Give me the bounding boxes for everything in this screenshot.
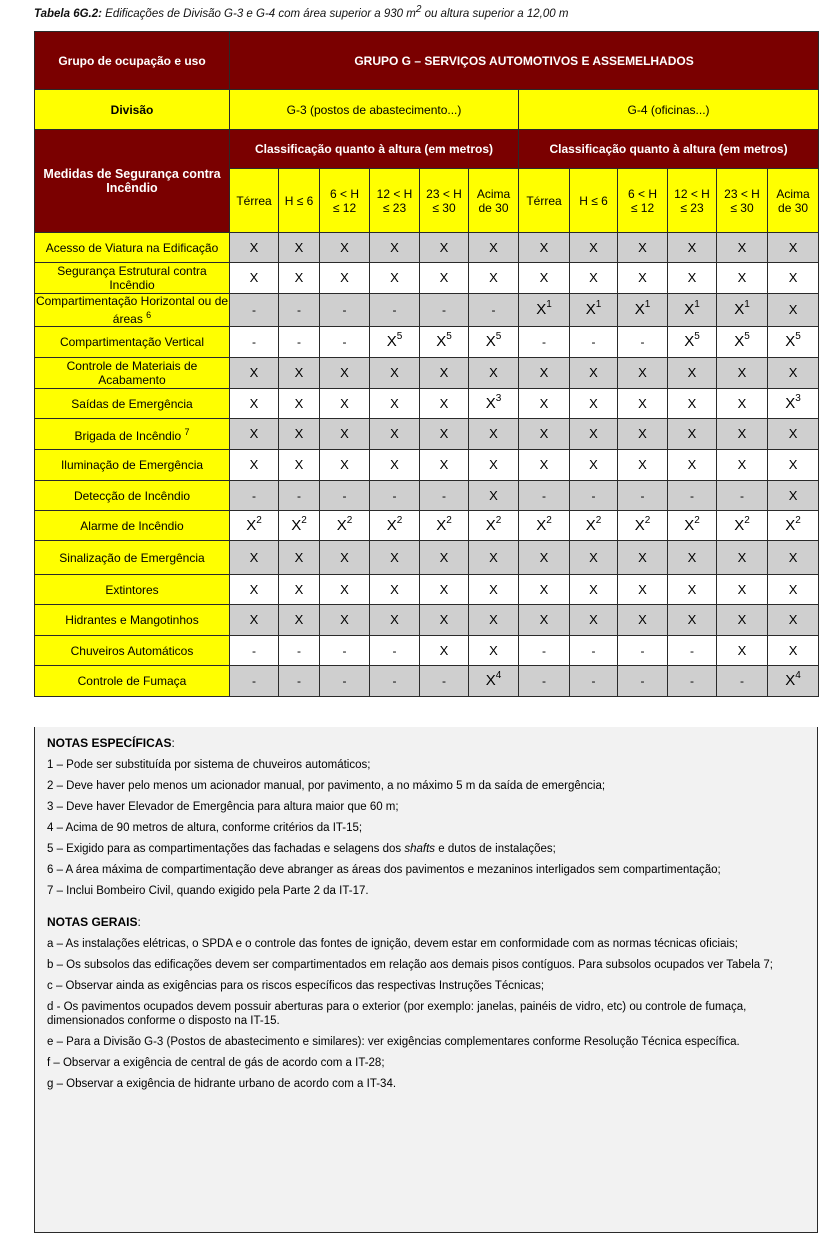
- requirement-cell: X: [279, 419, 320, 450]
- requirement-cell: -: [618, 636, 668, 666]
- table-caption: [34, 4, 568, 20]
- note-item: d - Os pavimentos ocupados devem possuir aberturas para o exterior (por exemplo: janelas, painéis de vidro, etc) ou controle de fumaça, dimensionados conforme o disposto na IT-15.: [47, 1001, 747, 1027]
- row-label: Detecção de Incêndio: [35, 481, 230, 511]
- requirement-cell: X: [469, 233, 519, 263]
- requirement-cell: X: [469, 358, 519, 389]
- table-row: [35, 233, 819, 263]
- requirement-cell: X: [519, 263, 570, 294]
- requirement-cell: $X^3$: [768, 389, 819, 419]
- requirement-cell: $X^1$: [717, 294, 768, 327]
- requirement-cell: X: [570, 233, 618, 263]
- row-label: Sinalização de Emergência: [35, 541, 230, 575]
- requirement-cell: X: [768, 233, 819, 263]
- height-column-line1: 6 < H: [627, 186, 657, 201]
- row-label: Acesso de Viatura na Edificação: [35, 233, 230, 263]
- height-column-header: [370, 169, 420, 233]
- table-row: [35, 263, 819, 294]
- height-column-header: [570, 169, 618, 233]
- requirement-cell: -: [370, 294, 420, 327]
- requirement-cell: X: [420, 389, 469, 419]
- specific-notes-title: NOTAS ESPECÍFICAS:: [47, 736, 175, 750]
- requirement-cell: X: [519, 233, 570, 263]
- requirement-cell: X: [279, 358, 320, 389]
- requirement-cell: X: [279, 605, 320, 636]
- requirements-table: [34, 31, 819, 697]
- requirement-cell: -: [279, 327, 320, 358]
- requirement-cell: $X^5$: [420, 327, 469, 358]
- height-column-line1: Acima: [476, 186, 511, 201]
- requirement-cell: X: [519, 389, 570, 419]
- note-item: f – Observar a exigência de central de gás de acordo com a IT-28;: [47, 1057, 385, 1069]
- measures-label: Medidas de Segurança contra Incêndio: [35, 130, 230, 233]
- row-label: Brigada de Incêndio $^7$: [35, 419, 230, 450]
- requirement-cell: X: [570, 605, 618, 636]
- requirement-cell: X: [618, 389, 668, 419]
- note-item: b – Os subsolos das edificações devem ser compartimentados em relação aos demais pisos contíguos. Para subsolos ocupados ver Tabela 7;: [47, 959, 773, 971]
- requirement-cell: X: [668, 605, 717, 636]
- requirement-cell: X: [618, 575, 668, 605]
- requirement-cell: X: [768, 481, 819, 511]
- height-column-line2: ≤ 23: [680, 200, 704, 215]
- row-label: Controle de Fumaça: [35, 666, 230, 697]
- requirement-cell: X: [279, 575, 320, 605]
- requirement-cell: -: [469, 294, 519, 327]
- requirement-cell: $X^3$: [469, 389, 519, 419]
- row-label: Alarme de Incêndio: [35, 511, 230, 541]
- requirement-cell: X: [320, 450, 370, 481]
- requirement-cell: X: [420, 575, 469, 605]
- requirement-cell: X: [320, 605, 370, 636]
- requirement-cell: X: [370, 450, 420, 481]
- requirement-cell: X: [469, 541, 519, 575]
- requirement-cell: X: [717, 450, 768, 481]
- requirement-cell: X: [420, 541, 469, 575]
- height-column-line2: ≤ 12: [332, 200, 357, 215]
- requirement-cell: X: [230, 389, 279, 419]
- requirement-cell: -: [519, 636, 570, 666]
- requirement-cell: $X^4$: [469, 666, 519, 697]
- requirement-cell: X: [230, 605, 279, 636]
- requirement-cell: X: [717, 389, 768, 419]
- classification-row: [35, 130, 819, 169]
- row-label: Hidrantes e Mangotinhos: [35, 605, 230, 636]
- requirement-cell: -: [370, 666, 420, 697]
- caption-text: Edificações de Divisão G-3 e G-4 com área superior a 930 m: [101, 7, 416, 20]
- height-column-line2: ≤ 30: [730, 200, 754, 215]
- requirement-cell: -: [230, 636, 279, 666]
- requirement-cell: X: [320, 419, 370, 450]
- requirement-cell: X: [420, 263, 469, 294]
- note-item: 6 – A área máxima de compartimentação deve abranger as áreas dos pavimentos e mezaninos interligados sem compartimentação;: [47, 864, 721, 876]
- requirement-cell: -: [320, 636, 370, 666]
- specific-notes-list: [47, 758, 807, 898]
- requirement-cell: X: [420, 358, 469, 389]
- requirement-cell: $X^2$: [717, 511, 768, 541]
- requirement-cell: X: [420, 419, 469, 450]
- requirement-cell: X: [279, 389, 320, 419]
- row-label: Extintores: [35, 575, 230, 605]
- requirement-cell: $X^2$: [230, 511, 279, 541]
- division-g3: G-3 (postos de abastecimento...): [230, 90, 519, 130]
- height-column-header: [519, 169, 570, 233]
- requirement-cell: X: [618, 233, 668, 263]
- requirement-cell: $X^5$: [370, 327, 420, 358]
- height-column-line2: ≤ 30: [432, 200, 456, 215]
- height-column-line2: de 30: [478, 200, 509, 215]
- requirement-cell: X: [469, 481, 519, 511]
- requirement-cell: -: [320, 294, 370, 327]
- height-column-line1: Térrea: [236, 193, 272, 208]
- requirement-cell: X: [570, 419, 618, 450]
- requirement-cell: X: [420, 636, 469, 666]
- requirement-cell: $X^2$: [370, 511, 420, 541]
- requirement-cell: X: [370, 263, 420, 294]
- requirement-cell: X: [717, 233, 768, 263]
- table-row: [35, 450, 819, 481]
- requirement-cell: X: [618, 450, 668, 481]
- requirement-cell: -: [320, 666, 370, 697]
- requirement-cell: X: [519, 541, 570, 575]
- requirement-cell: -: [717, 481, 768, 511]
- requirement-cell: -: [279, 636, 320, 666]
- requirement-cell: X: [469, 636, 519, 666]
- requirement-cell: X: [519, 450, 570, 481]
- requirement-cell: X: [570, 358, 618, 389]
- requirement-cell: X: [768, 263, 819, 294]
- requirement-cell: X: [668, 575, 717, 605]
- height-column-line1: 23 < H: [724, 186, 760, 201]
- requirement-cell: $X^5$: [469, 327, 519, 358]
- note-item: 4 – Acima de 90 metros de altura, conforme critérios da IT-15;: [47, 822, 363, 834]
- note-item: 2 – Deve haver pelo menos um acionador manual, por pavimento, a no máximo 5 m da saída de emergência;: [47, 780, 606, 792]
- requirement-cell: X: [420, 605, 469, 636]
- requirement-cell: X: [370, 575, 420, 605]
- requirement-cell: -: [279, 294, 320, 327]
- requirement-cell: -: [519, 666, 570, 697]
- requirement-cell: -: [230, 666, 279, 697]
- requirement-cell: -: [618, 327, 668, 358]
- requirement-cell: $X^2$: [320, 511, 370, 541]
- table-row: [35, 666, 819, 697]
- requirement-cell: $X^1$: [519, 294, 570, 327]
- row-label: Compartimentação Horizontal ou de áreas $^6$: [35, 294, 229, 326]
- requirement-cell: X: [230, 541, 279, 575]
- requirement-cell: X: [469, 263, 519, 294]
- requirement-cell: -: [320, 327, 370, 358]
- requirement-cell: $X^2$: [519, 511, 570, 541]
- row-label: Controle de Materiais de Acabamento: [35, 358, 230, 389]
- requirement-cell: X: [320, 263, 370, 294]
- requirement-cell: X: [279, 541, 320, 575]
- row-label: Chuveiros Automáticos: [35, 636, 230, 666]
- requirement-cell: X: [320, 389, 370, 419]
- table-row: [35, 605, 819, 636]
- requirement-cell: X: [768, 450, 819, 481]
- general-notes-title: NOTAS GERAIS:: [47, 915, 141, 929]
- requirement-cell: X: [570, 575, 618, 605]
- requirement-cell: X: [717, 358, 768, 389]
- requirement-cell: X: [668, 233, 717, 263]
- note-item: e – Para a Divisão G-3 (Postos de abastecimento e similares): ver exigências complementares conforme Resolução Técnica específica.: [47, 1036, 740, 1048]
- requirement-cell: X: [668, 358, 717, 389]
- division-label: Divisão: [35, 90, 230, 130]
- height-column-header: [668, 169, 717, 233]
- notes-box: [34, 727, 818, 1233]
- height-column-header: [279, 169, 320, 233]
- height-column-line1: Térrea: [526, 193, 562, 208]
- note-item: c – Observar ainda as exigências para os riscos específicos das respectivas Instruções Técnicas;: [47, 980, 545, 992]
- requirement-cell: -: [279, 666, 320, 697]
- requirement-cell: X: [618, 419, 668, 450]
- requirement-cell: X: [469, 575, 519, 605]
- requirement-cell: $X^5$: [717, 327, 768, 358]
- requirement-cell: X: [668, 419, 717, 450]
- requirement-cell: X: [370, 419, 420, 450]
- requirement-cell: $X^4$: [768, 666, 819, 697]
- requirement-cell: -: [230, 481, 279, 511]
- requirement-cell: X: [519, 575, 570, 605]
- division-row: [35, 90, 819, 130]
- requirement-cell: X: [469, 419, 519, 450]
- requirement-cell: $X^2$: [469, 511, 519, 541]
- row-label: Compartimentação Vertical: [35, 327, 230, 358]
- table-row: [35, 389, 819, 419]
- height-column-line1: 12 < H: [376, 186, 413, 201]
- division-g4: G-4 (oficinas...): [519, 90, 819, 130]
- requirement-cell: X: [768, 575, 819, 605]
- requirement-cell: X: [370, 358, 420, 389]
- requirement-cell: X: [420, 233, 469, 263]
- requirement-cell: X: [717, 541, 768, 575]
- requirement-cell: X: [768, 636, 819, 666]
- requirement-cell: -: [230, 294, 279, 327]
- requirement-cell: X: [717, 636, 768, 666]
- requirement-cell: X: [519, 419, 570, 450]
- requirement-cell: X: [370, 389, 420, 419]
- requirement-cell: X: [717, 605, 768, 636]
- requirement-cell: X: [717, 575, 768, 605]
- requirement-cell: $X^2$: [420, 511, 469, 541]
- note-item: 7 – Inclui Bombeiro Civil, quando exigido pela Parte 2 da IT-17.: [47, 885, 369, 897]
- requirement-cell: X: [668, 389, 717, 419]
- requirement-cell: X: [668, 541, 717, 575]
- group-header-row: [35, 32, 819, 90]
- requirement-cell: -: [668, 481, 717, 511]
- requirement-cell: -: [618, 666, 668, 697]
- requirement-cell: -: [279, 481, 320, 511]
- height-column-header: [618, 169, 668, 233]
- requirement-cell: -: [570, 481, 618, 511]
- requirement-cell: -: [570, 636, 618, 666]
- requirement-cell: $X^1$: [668, 294, 717, 327]
- requirement-cell: $X^2$: [668, 511, 717, 541]
- requirement-cell: X: [768, 294, 819, 327]
- requirement-cell: X: [618, 263, 668, 294]
- requirement-cell: $X^1$: [618, 294, 668, 327]
- requirement-cell: X: [768, 358, 819, 389]
- height-column-header: [717, 169, 768, 233]
- requirement-cell: X: [230, 419, 279, 450]
- requirement-cell: X: [618, 541, 668, 575]
- table-row: [35, 358, 819, 389]
- height-column-line1: 23 < H: [426, 186, 462, 201]
- caption-sup: 2: [415, 4, 422, 15]
- caption-text-after: ou altura superior a 12,00 m: [421, 7, 569, 20]
- requirement-cell: X: [370, 541, 420, 575]
- height-column-line1: H ≤ 6: [579, 193, 608, 208]
- requirement-cell: X: [717, 263, 768, 294]
- requirement-cell: X: [279, 263, 320, 294]
- table-row: [35, 636, 819, 666]
- requirement-cell: X: [519, 605, 570, 636]
- table-row: [35, 511, 819, 541]
- table-row: [35, 575, 819, 605]
- table-row: [35, 541, 819, 575]
- table-row: [35, 294, 819, 327]
- requirement-cell: $X^2$: [279, 511, 320, 541]
- height-column-line1: H ≤ 6: [284, 193, 314, 208]
- table-row: [35, 419, 819, 450]
- requirement-cell: -: [570, 666, 618, 697]
- height-column-header: [469, 169, 519, 233]
- requirement-cell: X: [420, 450, 469, 481]
- requirement-cell: X: [618, 358, 668, 389]
- requirement-cell: X: [230, 233, 279, 263]
- requirement-cell: $X^1$: [570, 294, 618, 327]
- requirement-cell: X: [469, 605, 519, 636]
- requirement-cell: $X^2$: [570, 511, 618, 541]
- requirement-cell: -: [668, 636, 717, 666]
- requirement-cell: X: [230, 450, 279, 481]
- table-row: [35, 481, 819, 511]
- requirement-cell: X: [668, 263, 717, 294]
- requirement-cell: $X^5$: [668, 327, 717, 358]
- requirement-cell: -: [519, 327, 570, 358]
- height-column-line2: ≤ 23: [382, 200, 407, 215]
- requirement-cell: X: [717, 419, 768, 450]
- classification-g3: Classificação quanto à altura (em metros): [230, 130, 519, 169]
- requirement-cell: -: [370, 481, 420, 511]
- requirement-cell: X: [279, 450, 320, 481]
- height-column-header: [320, 169, 370, 233]
- requirement-cell: -: [668, 666, 717, 697]
- row-label: Iluminação de Emergência: [35, 450, 230, 481]
- height-column-line1: 12 < H: [674, 186, 710, 201]
- note-item: a – As instalações elétricas, o SPDA e o controle das fontes de ignição, devem estar em conformidade com as normas técnicas oficiais;: [47, 938, 738, 950]
- height-column-header: [230, 169, 279, 233]
- height-column-line2: ≤ 12: [630, 200, 655, 215]
- requirement-cell: -: [320, 481, 370, 511]
- height-column-line1: Acima: [776, 186, 810, 201]
- requirement-cell: X: [570, 263, 618, 294]
- caption-label: Tabela 6G.2:: [34, 7, 102, 20]
- requirement-cell: X: [768, 419, 819, 450]
- requirement-cell: X: [570, 450, 618, 481]
- row-label: Saídas de Emergência: [35, 389, 230, 419]
- requirement-cell: X: [230, 575, 279, 605]
- requirement-cell: X: [320, 575, 370, 605]
- note-item: 5 – Exigido para as compartimentações das fachadas e selagens dos shafts e dutos de instalações;: [47, 843, 556, 855]
- requirement-cell: -: [230, 327, 279, 358]
- height-column-header: [420, 169, 469, 233]
- requirement-cell: X: [768, 541, 819, 575]
- requirement-cell: X: [320, 358, 370, 389]
- requirement-cell: -: [618, 481, 668, 511]
- requirement-cell: -: [420, 481, 469, 511]
- requirement-cell: -: [717, 666, 768, 697]
- table-row: [35, 327, 819, 358]
- requirement-cell: X: [370, 233, 420, 263]
- requirement-cell: X: [230, 263, 279, 294]
- requirement-cell: -: [420, 666, 469, 697]
- requirement-cell: $X^2$: [618, 511, 668, 541]
- requirement-cell: X: [320, 541, 370, 575]
- note-item: 3 – Deve haver Elevador de Emergência para altura maior que 60 m;: [47, 801, 399, 813]
- requirement-cell: X: [768, 605, 819, 636]
- requirement-cell: -: [370, 636, 420, 666]
- group-title: GRUPO G – SERVIÇOS AUTOMOTIVOS E ASSEMELHADOS: [230, 32, 819, 90]
- requirement-cell: X: [230, 358, 279, 389]
- note-item: g – Observar a exigência de hidrante urbano de acordo com a IT-34.: [47, 1078, 397, 1090]
- requirement-cell: $X^2$: [768, 511, 819, 541]
- height-column-line1: 6 < H: [329, 186, 359, 201]
- requirement-cell: X: [469, 450, 519, 481]
- requirement-cell: X: [668, 450, 717, 481]
- requirement-cell: -: [420, 294, 469, 327]
- requirement-cell: X: [519, 358, 570, 389]
- row-label: Segurança Estrutural contra Incêndio: [35, 263, 230, 294]
- note-item: 1 – Pode ser substituída por sistema de chuveiros automáticos;: [47, 759, 371, 771]
- general-notes-list: [47, 937, 807, 1091]
- requirement-cell: X: [320, 233, 370, 263]
- requirement-cell: X: [618, 605, 668, 636]
- height-column-line2: de 30: [778, 200, 809, 215]
- requirement-cell: X: [370, 605, 420, 636]
- classification-g4: Classificação quanto à altura (em metros): [519, 130, 819, 169]
- requirement-cell: X: [570, 389, 618, 419]
- requirement-cell: X: [570, 541, 618, 575]
- requirement-cell: -: [570, 327, 618, 358]
- height-column-header: [768, 169, 819, 233]
- requirement-cell: X: [279, 233, 320, 263]
- requirement-cell: $X^5$: [768, 327, 819, 358]
- group-label: Grupo de ocupação e uso: [35, 32, 230, 90]
- requirement-cell: -: [519, 481, 570, 511]
